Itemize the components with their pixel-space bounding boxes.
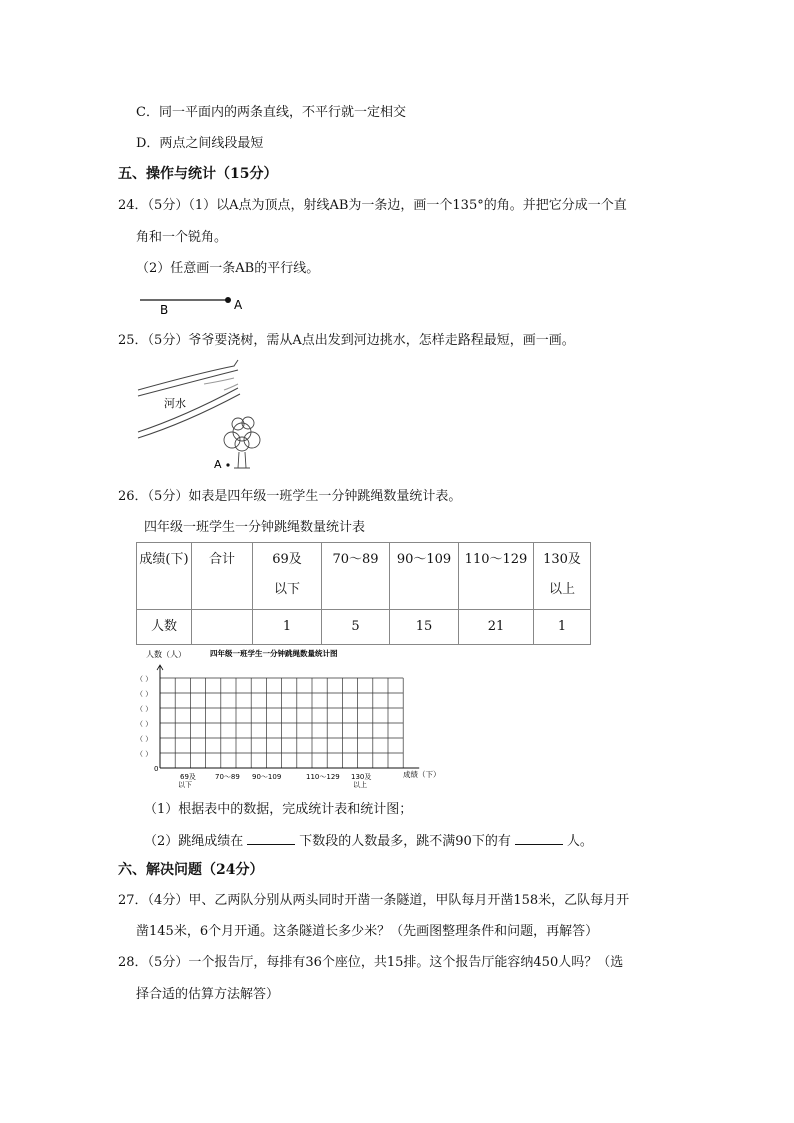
table-header: 110～129 (459, 543, 534, 610)
river-figure (134, 360, 274, 475)
q28-line2: 择合适的估算方法解答） (136, 987, 280, 1002)
point-a-marker (226, 463, 229, 466)
y-tick-placeholder[interactable]: （ ） (136, 720, 153, 728)
x-tick-label: 90～109 (252, 773, 282, 781)
x-tick-label: 130及 (351, 773, 372, 781)
table-header: 合计 (192, 543, 253, 610)
table-cell: 5 (322, 610, 390, 645)
chart-ylabel: 人数（人） (146, 650, 186, 659)
q26-line1: 26．（5分）如表是四年级一班学生一分钟跳绳数量统计表。 (118, 489, 462, 504)
x-tick-label-second: 以下 (178, 781, 192, 789)
answer-blank-2[interactable] (515, 832, 563, 845)
table-header-row (137, 543, 591, 610)
point-a-dot (225, 297, 231, 303)
q26-sub2-b: 下数段的人数最多，跳不满90下的有 (299, 834, 511, 849)
table-header: 90～109 (390, 543, 459, 610)
q25-line1: 25．（5分）爷爷要浇树，需从A点出发到河边挑水，怎样走路程最短，画一画。 (118, 333, 575, 348)
label-b: B (160, 303, 169, 317)
table-header: 70～89 (322, 543, 390, 610)
table-header: 成绩(下) (137, 543, 192, 610)
table-header: 69及 以下 (253, 543, 322, 610)
q27-line1: 27．（4分）甲、乙两队分别从两头同时开凿一条隧道，甲队每月开凿158米，乙队每月开 (118, 893, 630, 908)
table-cell: 1 (253, 610, 322, 645)
bar-chart (124, 646, 441, 792)
q28-line1: 28．（5分）一个报告厅，每排有36个座位，共15排。这个报告厅能容纳450人吗？（选 (118, 955, 624, 970)
x-tick-label: 70～89 (215, 773, 240, 781)
q26-sub2-c: 人。 (566, 834, 593, 849)
section6-title: 六、解决问题（24分） (118, 862, 264, 878)
ray-ab-figure (136, 292, 256, 318)
table-cell-total[interactable] (192, 610, 253, 645)
chart-title: 四年级一班学生一分钟跳绳数量统计图 (210, 649, 338, 658)
table-title: 四年级一班学生一分钟跳绳数量统计表 (144, 520, 366, 535)
option-c: C．同一平面内的两条直线，不平行就一定相交 (136, 105, 406, 120)
chart-grid (157, 665, 419, 768)
q26-sub2 (144, 832, 593, 850)
q27-line2: 凿145米，6个月开通。这条隧道长多少米？（先画图整理条件和问题，再解答） (136, 924, 599, 939)
y-tick-placeholder[interactable]: （ ） (136, 675, 153, 683)
y-tick-placeholder[interactable]: （ ） (136, 690, 153, 698)
table-cell: 21 (459, 610, 534, 645)
x-tick-label: 69及 (180, 773, 196, 781)
y-tick-placeholder[interactable]: （ ） (136, 705, 153, 713)
y-tick-placeholder[interactable]: （ ） (136, 750, 153, 758)
point-a-label: A (214, 458, 222, 471)
chart-x-ticks (178, 772, 371, 789)
section5-title: 五、操作与统计（15分） (118, 166, 278, 182)
y-tick-placeholder[interactable]: （ ） (136, 735, 153, 743)
tree-icon (224, 417, 260, 468)
label-a: A (234, 298, 243, 312)
river-bank (138, 360, 240, 438)
river-label: 河水 (164, 397, 186, 410)
q24-line3: （2）任意画一条AB的平行线。 (136, 261, 320, 276)
answer-blank-1[interactable] (247, 832, 295, 845)
y-tick-zero: 0 (154, 765, 159, 773)
x-tick-label: 110～129 (306, 773, 340, 781)
option-d: D．两点之间线段最短 (136, 136, 264, 151)
table-header: 130及 以上 (534, 543, 591, 610)
q24-line2: 角和一个锐角。 (136, 230, 228, 245)
table-cell: 15 (390, 610, 459, 645)
chart-xlabel: 成绩（下） (403, 770, 441, 779)
stats-table (136, 542, 591, 645)
q26-sub2-a: （2）跳绳成绩在 (144, 834, 244, 849)
q26-sub1: （1）根据表中的数据，完成统计表和统计图； (144, 802, 413, 817)
x-tick-label-second: 以上 (353, 781, 367, 789)
table-row (137, 610, 591, 645)
table-row-label: 人数 (137, 610, 192, 645)
table-cell: 1 (534, 610, 591, 645)
q24-line1: 24．（5分）（1）以A点为顶点，射线AB为一条边，画一个135°的角。并把它分成一个直 (118, 198, 627, 213)
chart-y-ticks (136, 675, 158, 773)
